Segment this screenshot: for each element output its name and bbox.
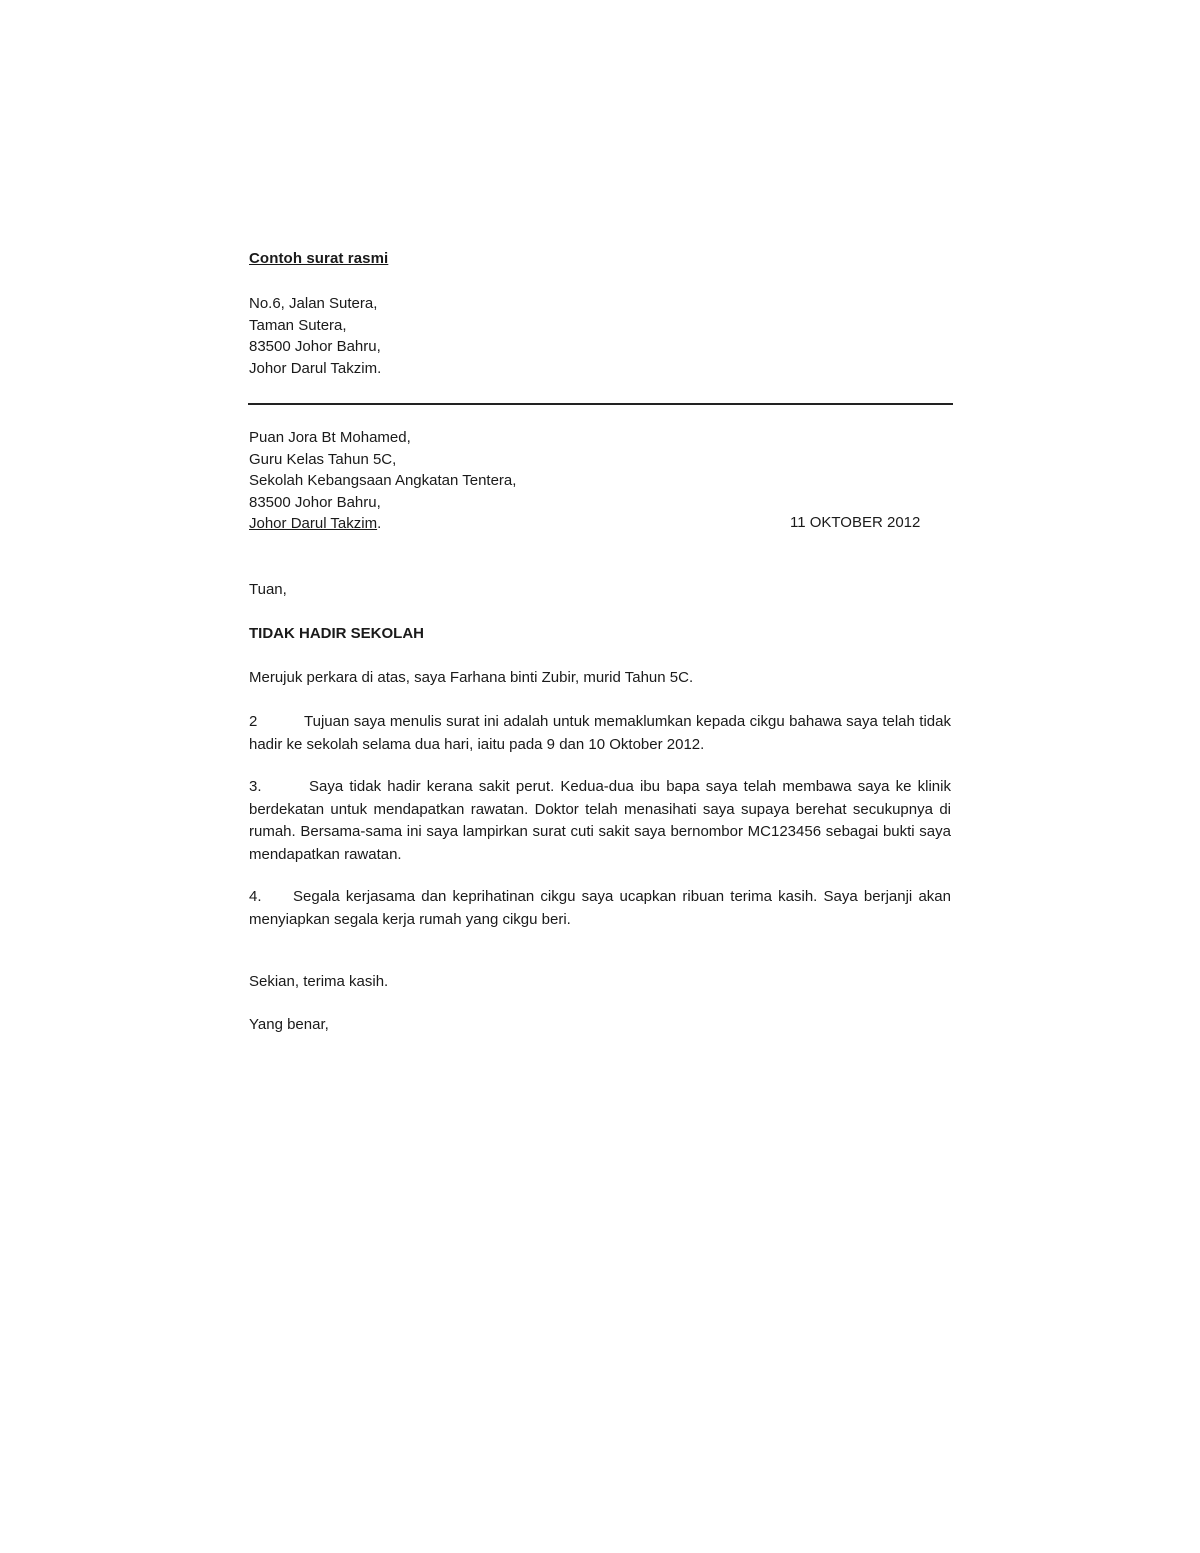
paragraph-number: 2 (249, 713, 258, 730)
salutation: Tuan, (249, 581, 287, 598)
recipient-line: Guru Kelas Tahun 5C, (249, 450, 397, 468)
recipient-line: Puan Jora Bt Mohamed, (249, 429, 411, 446)
horizontal-divider (248, 403, 953, 405)
sender-address-line: Taman Sutera, (249, 316, 347, 334)
signoff: Yang benar, (249, 1016, 329, 1033)
recipient-state-punct: . (377, 515, 382, 532)
paragraph-text: Tujuan saya menulis surat ini adalah untuk memaklumkan kepada cikgu bahawa saya telah tidak hadir ke sekolah selama dua hari, iaitu pada 9 dan 10 Oktober 2012. (249, 713, 951, 753)
paragraph-4 (249, 886, 951, 931)
recipient-line: 83500 Johor Bahru, (249, 493, 381, 511)
recipient-line: Sekolah Kebangsaan Angkatan Tentera, (249, 472, 517, 489)
paragraph-3 (249, 776, 951, 866)
letter-date: 11 OKTOBER 2012 (790, 514, 921, 531)
intro-paragraph: Merujuk perkara di atas, saya Farhana binti Zubir, murid Tahun 5C. (249, 669, 694, 686)
paragraph-2 (249, 711, 951, 756)
paragraph-number: 4. (249, 888, 262, 905)
recipient-address (249, 427, 516, 535)
sender-address-line: Johor Darul Takzim. (249, 359, 382, 377)
sender-address-line: No.6, Jalan Sutera, (249, 295, 378, 312)
paragraph-number: 3. (249, 778, 262, 795)
letter-title: Contoh surat rasmi (249, 250, 389, 267)
letter-subject: TIDAK HADIR SEKOLAH (249, 625, 424, 642)
closing-line: Sekian, terima kasih. (249, 973, 389, 990)
sender-address-line: 83500 Johor Bahru, (249, 338, 381, 355)
paragraph-text: Segala kerjasama dan keprihatinan cikgu saya ucapkan ribuan terima kasih. Saya berjanji akan menyiapkan segala kerja rumah yang cikgu beri. (249, 888, 951, 928)
paragraph-text: Saya tidak hadir kerana sakit perut. Kedua-dua ibu bapa saya telah membawa saya ke klinik berdekatan untuk mendapatkan rawatan. Doktor telah menasihati saya supaya berehat secukupnya di rumah. Bersama-sama ini saya lampirkan surat cuti sakit saya bernombor MC123456 sebagai bukti saya mendapatkan rawatan. (249, 778, 951, 863)
sender-address (249, 293, 381, 379)
recipient-state: Johor Darul Takzim (249, 515, 378, 532)
recipient-line-last (249, 513, 516, 535)
